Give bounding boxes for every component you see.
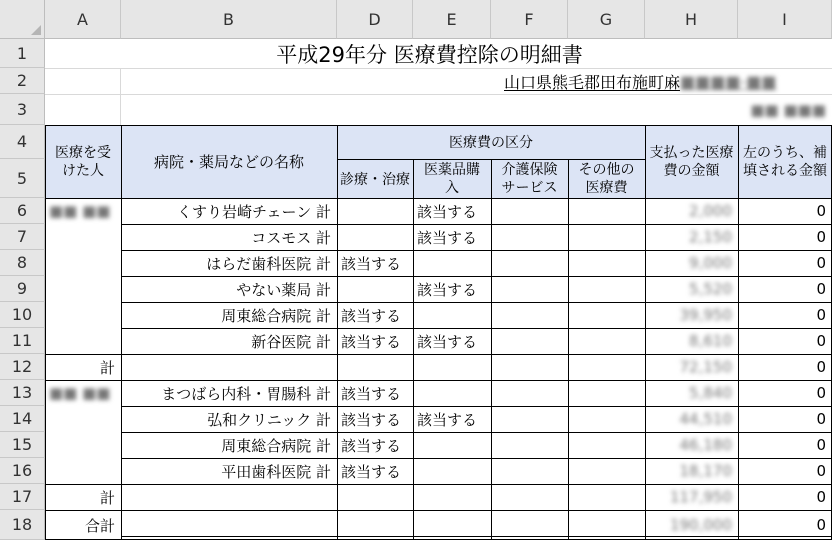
row-header-14[interactable]: 14 bbox=[0, 406, 45, 432]
hospital-name-cell[interactable]: 平田歯科医院 計 bbox=[221, 462, 331, 481]
row-header-10[interactable]: 10 bbox=[0, 302, 45, 328]
row-header-1[interactable]: 1 bbox=[0, 39, 45, 68]
header-hospital[interactable]: 病院・薬局などの名称 bbox=[121, 125, 337, 198]
medicine-cell[interactable] bbox=[413, 432, 491, 458]
treatment-cell[interactable] bbox=[337, 224, 413, 250]
row-header-5[interactable]: 5 bbox=[0, 159, 45, 198]
medicine-cell[interactable]: 該当する bbox=[417, 228, 478, 247]
border-line bbox=[738, 125, 739, 540]
header-cat-medicine-label: 医薬品購入 bbox=[424, 161, 480, 196]
column-header-d[interactable]: D bbox=[337, 0, 413, 39]
hospital-name-cell[interactable]: まつばら内科・胃腸科 計 bbox=[161, 384, 331, 403]
border-line bbox=[121, 484, 832, 485]
border-line bbox=[121, 354, 832, 355]
hospital-name-cell[interactable]: 周東総合病院 計 bbox=[221, 306, 331, 325]
header-cat-other[interactable] bbox=[568, 159, 645, 198]
header-cat-other-label: その他の医療費 bbox=[578, 161, 635, 196]
treatment-cell[interactable]: 該当する bbox=[341, 332, 402, 351]
border-line bbox=[121, 328, 832, 329]
header-cat-care-label: 介護保険サービス bbox=[501, 161, 558, 196]
row-header-12[interactable]: 12 bbox=[0, 354, 45, 380]
treatment-cell[interactable]: 該当する bbox=[341, 436, 402, 455]
paid-amount-cell[interactable]: 5,840 bbox=[689, 384, 732, 402]
header-recipient-label: 医療を受けた人 bbox=[55, 144, 111, 179]
recipient-cell[interactable] bbox=[45, 328, 121, 354]
treatment-cell[interactable]: 該当する bbox=[341, 306, 402, 325]
column-header-h[interactable]: H bbox=[645, 0, 738, 39]
border-line bbox=[45, 125, 832, 126]
header-reimbursed[interactable] bbox=[738, 125, 832, 198]
row-header-13[interactable]: 13 bbox=[0, 380, 45, 406]
row-header-6[interactable]: 6 bbox=[0, 198, 45, 224]
column-header-b[interactable]: B bbox=[121, 0, 337, 39]
recipient-cell[interactable] bbox=[45, 432, 121, 458]
border-line bbox=[121, 380, 832, 381]
medicine-cell[interactable] bbox=[413, 354, 491, 380]
border-line bbox=[45, 354, 121, 355]
row-header-8[interactable]: 8 bbox=[0, 250, 45, 276]
column-header-i[interactable]: I bbox=[738, 0, 832, 39]
paid-amount-cell[interactable]: 39,950 bbox=[679, 306, 732, 324]
border-line bbox=[45, 125, 46, 540]
treatment-cell[interactable]: 該当する bbox=[341, 462, 402, 481]
paid-amount-cell[interactable]: 9,000 bbox=[689, 254, 732, 272]
address-redacted-line2[interactable]: ■■ ■■■ bbox=[750, 100, 826, 119]
border-line bbox=[121, 224, 832, 225]
header-category-group[interactable]: 医療費の区分 bbox=[337, 125, 645, 159]
address-redacted: ■■■■-■■ bbox=[680, 71, 777, 91]
medicine-cell[interactable]: 該当する bbox=[417, 280, 478, 299]
hospital-name-cell[interactable]: 新谷医院 計 bbox=[251, 332, 331, 351]
hospital-name-cell[interactable]: くすり岩崎チェーン 計 bbox=[176, 202, 331, 221]
reimbursed-amount-cell[interactable]: 0 bbox=[816, 384, 826, 402]
recipient-cell[interactable] bbox=[45, 250, 121, 276]
recipient-cell[interactable] bbox=[45, 302, 121, 328]
paid-amount-cell[interactable]: 8,610 bbox=[689, 332, 732, 350]
row-header-16[interactable]: 16 bbox=[0, 458, 45, 484]
header-paid[interactable] bbox=[645, 125, 738, 198]
border-line bbox=[45, 380, 121, 381]
column-header-a[interactable]: A bbox=[45, 0, 121, 39]
treatment-cell[interactable] bbox=[337, 276, 413, 302]
recipient-cell[interactable]: 計 bbox=[99, 358, 115, 377]
row-header-11[interactable]: 11 bbox=[0, 328, 45, 354]
select-all-triangle-icon bbox=[31, 25, 41, 35]
recipient-cell[interactable]: 計 bbox=[99, 488, 115, 507]
border-line bbox=[121, 276, 832, 277]
reimbursed-amount-cell[interactable]: 0 bbox=[816, 332, 826, 350]
sheet-title[interactable]: 平成29年分 医療費控除の明細書 bbox=[276, 42, 583, 67]
paid-amount-cell[interactable]: 117,950 bbox=[669, 488, 732, 506]
paid-amount-cell[interactable]: 5,520 bbox=[689, 280, 732, 298]
reimbursed-amount-cell[interactable]: 0 bbox=[816, 306, 826, 324]
border-line bbox=[491, 159, 492, 540]
reimbursed-amount-cell[interactable]: 0 bbox=[816, 202, 826, 220]
medicine-cell[interactable]: 該当する bbox=[417, 202, 478, 221]
border-line bbox=[121, 406, 832, 407]
paid-amount-cell[interactable]: 44,510 bbox=[679, 410, 732, 428]
paid-amount-cell[interactable]: 18,170 bbox=[679, 462, 732, 480]
recipient-cell[interactable]: ■■ ■■ bbox=[49, 202, 111, 220]
border-line bbox=[121, 302, 832, 303]
border-line bbox=[121, 250, 832, 251]
header-cat-medicine[interactable] bbox=[413, 159, 491, 198]
reimbursed-amount-cell[interactable]: 0 bbox=[816, 228, 826, 246]
column-header-e[interactable]: E bbox=[413, 0, 491, 39]
reimbursed-amount-cell[interactable]: 0 bbox=[816, 280, 826, 298]
hospital-name-cell[interactable] bbox=[121, 484, 337, 510]
medicine-cell[interactable] bbox=[413, 484, 491, 510]
border-line bbox=[413, 159, 414, 540]
hospital-name-cell[interactable]: コスモス 計 bbox=[251, 228, 331, 247]
paid-amount-cell[interactable]: 2,000 bbox=[689, 202, 732, 220]
medicine-cell[interactable]: 該当する bbox=[417, 410, 478, 429]
recipient-cell[interactable]: ■■ ■■ bbox=[49, 384, 111, 402]
border-line bbox=[121, 432, 832, 433]
row-header-17[interactable]: 17 bbox=[0, 484, 45, 510]
reimbursed-amount-cell[interactable]: 0 bbox=[816, 488, 826, 506]
medicine-cell[interactable] bbox=[413, 302, 491, 328]
border-line bbox=[45, 484, 121, 485]
paid-amount-cell[interactable]: 190,000 bbox=[669, 516, 732, 534]
row-header-2[interactable]: 2 bbox=[0, 68, 45, 94]
row-header-9[interactable]: 9 bbox=[0, 276, 45, 302]
treatment-cell[interactable] bbox=[337, 354, 413, 380]
reimbursed-amount-cell[interactable]: 0 bbox=[816, 410, 826, 428]
border-line bbox=[121, 510, 832, 511]
header-reimbursed-label: 左のうち、補填される金額 bbox=[743, 144, 827, 179]
border-line bbox=[568, 159, 569, 540]
medicine-cell[interactable] bbox=[413, 250, 491, 276]
reimbursed-amount-cell[interactable]: 0 bbox=[816, 516, 826, 534]
row-header-3[interactable]: 3 bbox=[0, 94, 45, 125]
border-line bbox=[45, 198, 832, 199]
address-text: 山口県熊毛郡田布施町麻 bbox=[504, 72, 681, 92]
border-line bbox=[45, 510, 121, 511]
hospital-name-cell[interactable]: 周東総合病院 計 bbox=[221, 436, 331, 455]
treatment-cell[interactable]: 該当する bbox=[341, 254, 402, 273]
medicine-cell[interactable]: 該当する bbox=[417, 332, 478, 351]
hospital-name-cell[interactable]: やない薬局 計 bbox=[236, 280, 331, 299]
paid-amount-cell[interactable]: 2,150 bbox=[689, 228, 732, 246]
recipient-cell[interactable]: 合計 bbox=[84, 516, 115, 535]
recipient-cell[interactable] bbox=[45, 276, 121, 302]
header-paid-label: 支払った医療費の金額 bbox=[649, 144, 734, 179]
header-cat-treatment[interactable]: 診療・治療 bbox=[337, 159, 413, 198]
row-header-15[interactable]: 15 bbox=[0, 432, 45, 458]
reimbursed-amount-cell[interactable]: 0 bbox=[816, 436, 826, 454]
row-header-4[interactable]: 4 bbox=[0, 125, 45, 159]
medicine-cell[interactable] bbox=[413, 380, 491, 406]
reimbursed-amount-cell[interactable]: 0 bbox=[816, 358, 826, 376]
hospital-name-cell[interactable]: はらだ歯科医院 計 bbox=[206, 254, 331, 273]
recipient-cell[interactable] bbox=[45, 406, 121, 432]
border-line bbox=[121, 536, 832, 537]
header-cat-care[interactable] bbox=[491, 159, 568, 198]
treatment-cell[interactable] bbox=[337, 198, 413, 224]
select-all-corner[interactable] bbox=[0, 0, 45, 39]
treatment-cell[interactable]: 該当する bbox=[341, 384, 402, 403]
address-cell[interactable] bbox=[504, 68, 832, 94]
treatment-cell[interactable] bbox=[337, 484, 413, 510]
border-line bbox=[645, 125, 646, 540]
row-header-7[interactable]: 7 bbox=[0, 224, 45, 250]
hospital-name-cell[interactable]: 弘和クリニック 計 bbox=[207, 410, 331, 429]
row-header-18[interactable]: 18 bbox=[0, 510, 45, 540]
header-recipient[interactable] bbox=[45, 125, 121, 198]
medicine-cell[interactable] bbox=[413, 458, 491, 484]
border-line bbox=[121, 125, 122, 540]
border-line bbox=[337, 125, 338, 540]
hospital-name-cell[interactable] bbox=[121, 354, 337, 380]
paid-amount-cell[interactable]: 46,180 bbox=[679, 436, 732, 454]
treatment-cell[interactable]: 該当する bbox=[341, 410, 402, 429]
recipient-cell[interactable] bbox=[45, 458, 121, 484]
paid-amount-cell[interactable]: 72,150 bbox=[679, 358, 732, 376]
recipient-cell[interactable] bbox=[45, 224, 121, 250]
column-header-f[interactable]: F bbox=[491, 0, 568, 39]
border-line bbox=[121, 458, 832, 459]
column-header-g[interactable]: G bbox=[568, 0, 645, 39]
reimbursed-amount-cell[interactable]: 0 bbox=[816, 462, 826, 480]
gridline bbox=[120, 69, 121, 125]
reimbursed-amount-cell[interactable]: 0 bbox=[816, 254, 826, 272]
